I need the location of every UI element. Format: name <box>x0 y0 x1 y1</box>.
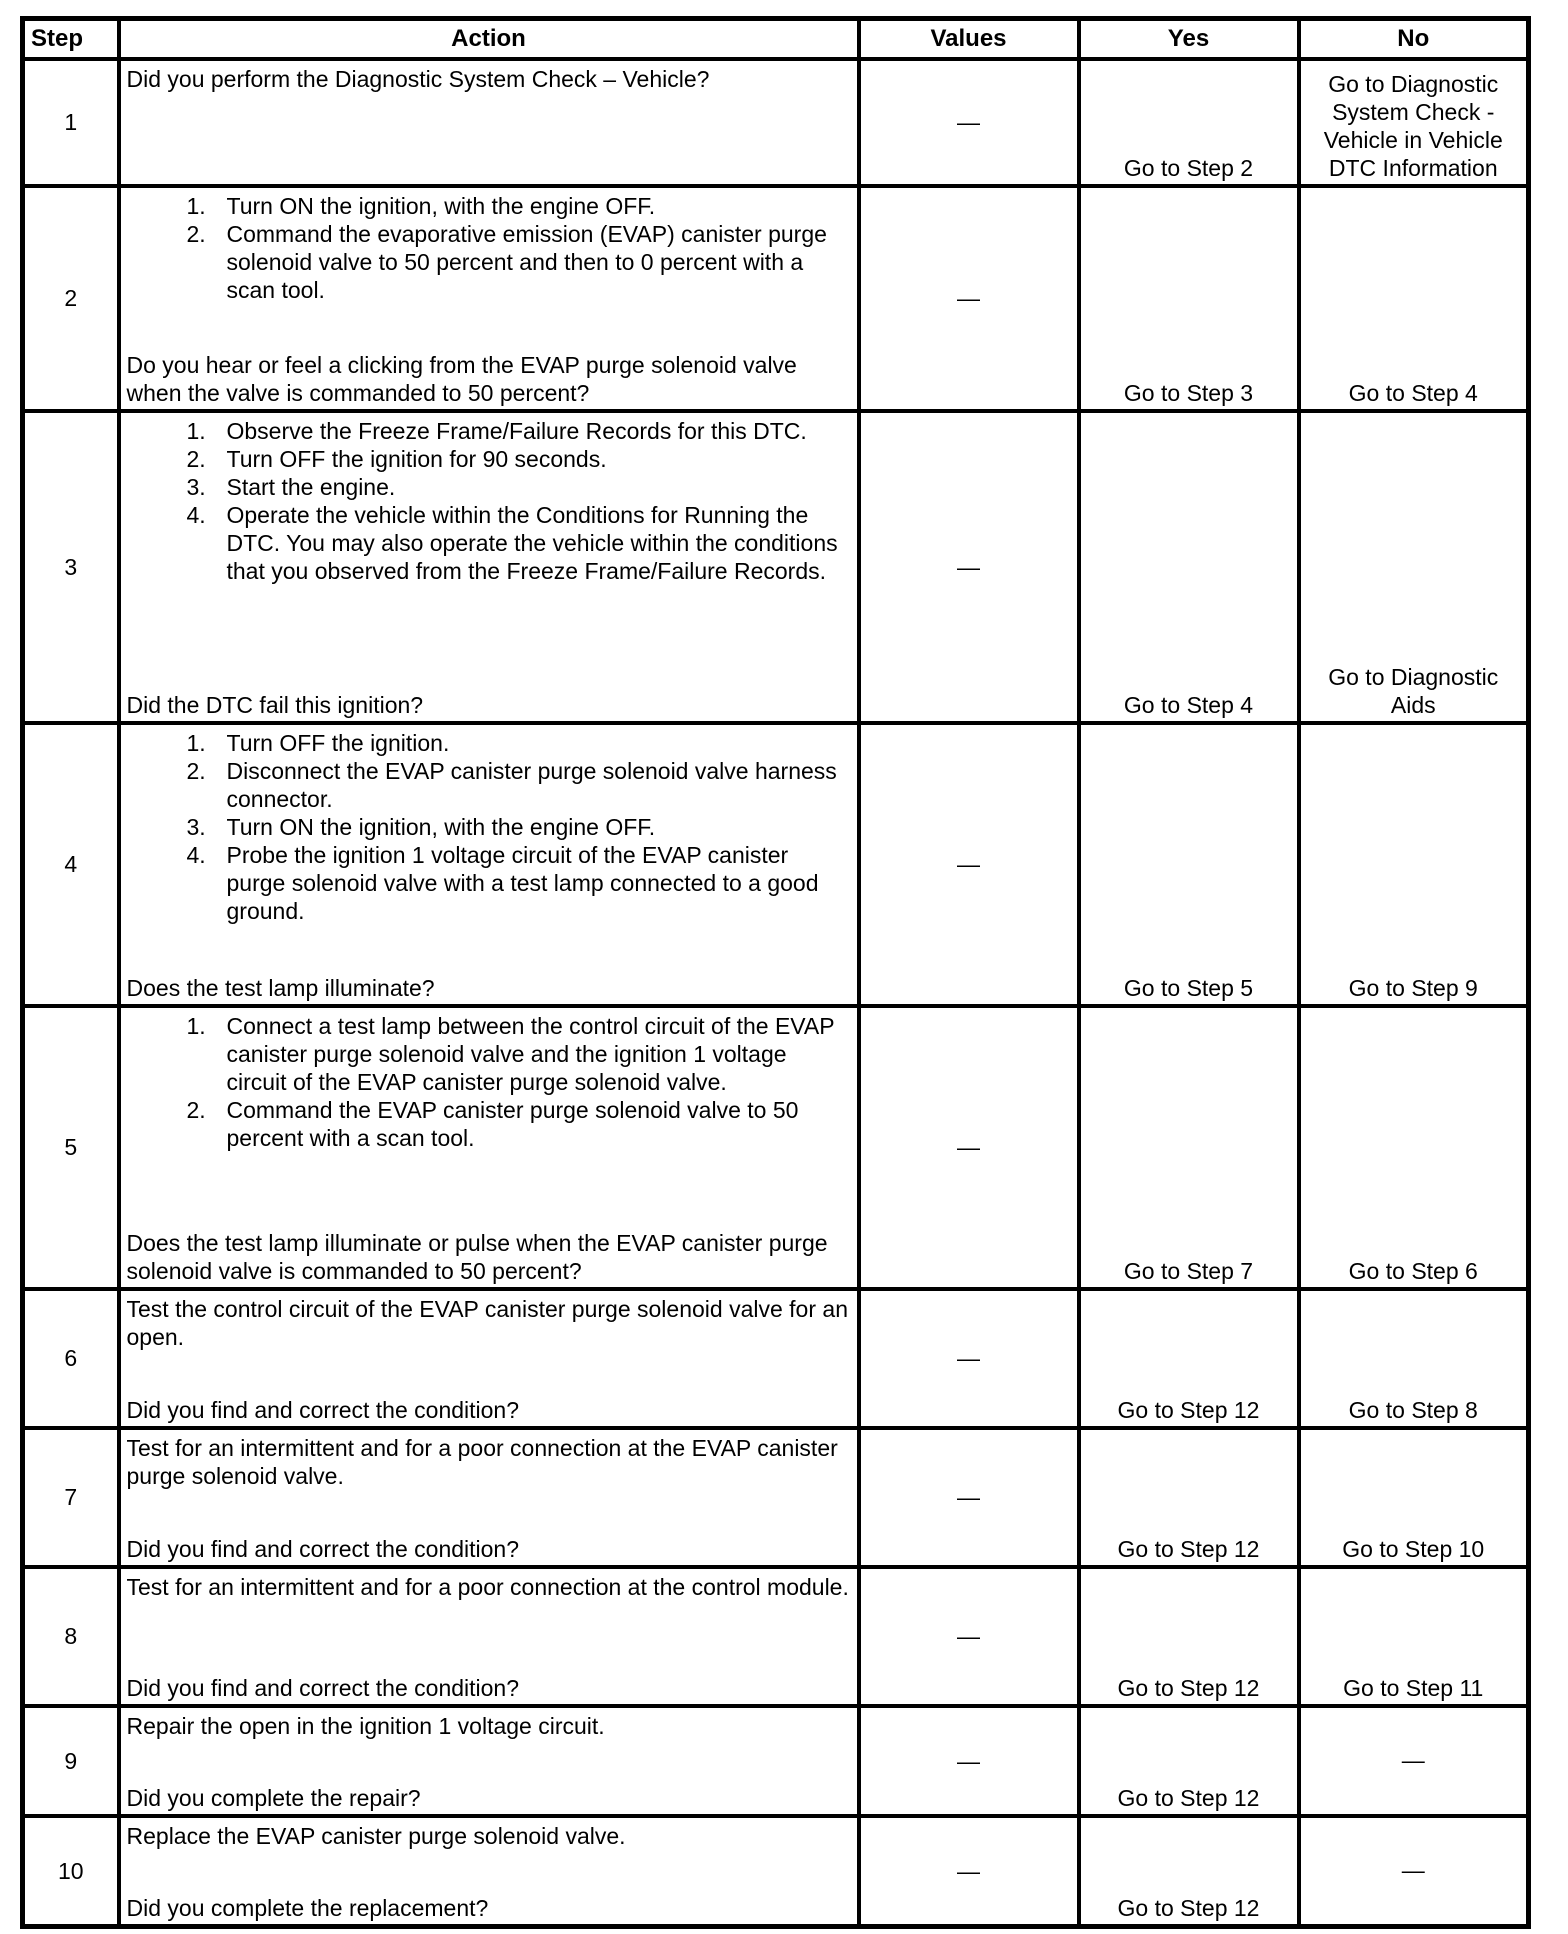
step-number: 4 <box>23 723 119 1006</box>
action-question: Did the DTC fail this ignition? <box>126 691 424 718</box>
action-question: Do you hear or feel a clicking from the EVAP purge solenoid valve when the valve is commanded to 50 percent? <box>126 351 797 406</box>
action-cell <box>119 1428 859 1567</box>
list-item-number: 3. <box>186 473 206 500</box>
action-cell <box>119 723 859 1006</box>
action-question: Did you find and correct the condition? <box>126 1396 520 1423</box>
yes-result: Go to Step 7 <box>1079 1006 1299 1289</box>
table-body <box>23 59 1529 1927</box>
list-item <box>127 220 851 304</box>
no-result: Go to Step 9 <box>1299 723 1529 1006</box>
action-top <box>127 65 851 93</box>
action-question: Does the test lamp illuminate or pulse when the EVAP canister purge solenoid valve is commanded to 50 percent? <box>126 1229 828 1284</box>
list-item <box>127 473 851 501</box>
list-item-text: Turn ON the ignition, with the engine OFF. <box>226 192 656 219</box>
list-item-text: Disconnect the EVAP canister purge solenoid valve harness connector. <box>226 757 837 812</box>
table-row <box>23 59 1529 186</box>
step-number: 8 <box>23 1567 119 1706</box>
values-cell: — <box>859 59 1079 186</box>
list-item <box>127 501 851 585</box>
action-top <box>127 1822 851 1850</box>
yes-result: Go to Step 4 <box>1079 411 1299 723</box>
header-row <box>23 19 1529 59</box>
list-item-number: 1. <box>186 192 206 219</box>
values-cell: — <box>859 186 1079 411</box>
list-item <box>127 729 851 757</box>
action-content <box>127 1295 851 1424</box>
list-item-text: Operate the vehicle within the Conditions for Running the DTC. You may also operate the vehicle within the conditions that you observed from the Freeze Frame/Failure Records. <box>226 501 838 584</box>
table-row <box>23 1567 1529 1706</box>
values-cell: — <box>859 1006 1079 1289</box>
action-steps-list <box>127 417 851 585</box>
values-cell: — <box>859 1706 1079 1816</box>
list-item-text: Connect a test lamp between the control circuit of the EVAP canister purge solenoid valve and the ignition 1 voltage circuit of the EVAP canister purge solenoid valve. <box>226 1012 835 1095</box>
table-row <box>23 1006 1529 1289</box>
step-number: 6 <box>23 1289 119 1428</box>
action-steps-list <box>127 729 851 925</box>
list-item-text: Start the engine. <box>226 473 396 500</box>
step-number: 7 <box>23 1428 119 1567</box>
list-item <box>127 445 851 473</box>
list-item-number: 2. <box>186 220 206 247</box>
action-content <box>127 1573 851 1702</box>
list-item <box>127 813 851 841</box>
values-cell: — <box>859 1289 1079 1428</box>
action-top <box>127 1295 851 1351</box>
table-row <box>23 411 1529 723</box>
yes-result: Go to Step 5 <box>1079 723 1299 1006</box>
action-steps-list <box>127 192 851 304</box>
action-instruction: Test for an intermittent and for a poor connection at the EVAP canister purge solenoid valve. <box>126 1434 838 1489</box>
header-values: Values <box>859 19 1079 59</box>
header-action: Action <box>119 19 859 59</box>
list-item-number: 1. <box>186 729 206 756</box>
action-cell <box>119 1706 859 1816</box>
no-result: Go to Diagnostic Aids <box>1299 411 1529 723</box>
action-content <box>127 1822 851 1922</box>
values-cell: — <box>859 1428 1079 1567</box>
action-top <box>127 1712 851 1740</box>
list-item-text: Command the evaporative emission (EVAP) canister purge solenoid valve to 50 percent and then to 0 percent with a scan tool. <box>226 220 827 303</box>
table-row <box>23 1816 1529 1927</box>
values-cell: — <box>859 411 1079 723</box>
action-top <box>127 192 851 304</box>
action-question: Did you complete the repair? <box>126 1784 421 1811</box>
list-item <box>127 1096 851 1152</box>
list-item-text: Turn ON the ignition, with the engine OFF. <box>226 813 656 840</box>
action-instruction: Repair the open in the ignition 1 voltage circuit. <box>126 1712 605 1739</box>
yes-result: Go to Step 12 <box>1079 1567 1299 1706</box>
no-result: Go to Diagnostic System Check - Vehicle in Vehicle DTC Information <box>1299 59 1529 186</box>
no-result: Go to Step 10 <box>1299 1428 1529 1567</box>
header-step: Step <box>23 19 119 59</box>
list-item-number: 1. <box>186 1012 206 1039</box>
list-item-text: Turn OFF the ignition for 90 seconds. <box>226 445 607 472</box>
no-result: Go to Step 4 <box>1299 186 1529 411</box>
action-instruction: Replace the EVAP canister purge solenoid valve. <box>126 1822 626 1849</box>
list-item <box>127 417 851 445</box>
action-instruction: Test the control circuit of the EVAP canister purge solenoid valve for an open. <box>126 1295 848 1350</box>
action-cell <box>119 186 859 411</box>
step-number: 3 <box>23 411 119 723</box>
table-row <box>23 1289 1529 1428</box>
yes-result: Go to Step 12 <box>1079 1816 1299 1927</box>
step-number: 1 <box>23 59 119 186</box>
list-item <box>127 192 851 220</box>
table-row <box>23 186 1529 411</box>
no-result: Go to Step 8 <box>1299 1289 1529 1428</box>
step-number: 5 <box>23 1006 119 1289</box>
step-number: 2 <box>23 186 119 411</box>
action-cell <box>119 1816 859 1927</box>
action-instruction: Test for an intermittent and for a poor connection at the control module. <box>126 1573 849 1600</box>
no-result: — <box>1299 1816 1529 1927</box>
list-item-number: 3. <box>186 813 206 840</box>
action-cell <box>119 411 859 723</box>
header-yes: Yes <box>1079 19 1299 59</box>
action-top <box>127 729 851 925</box>
list-item-number: 4. <box>186 841 206 868</box>
no-result: Go to Step 11 <box>1299 1567 1529 1706</box>
list-item-text: Command the EVAP canister purge solenoid valve to 50 percent with a scan tool. <box>226 1096 799 1151</box>
action-cell <box>119 1289 859 1428</box>
yes-result: Go to Step 12 <box>1079 1706 1299 1816</box>
no-result: Go to Step 6 <box>1299 1006 1529 1289</box>
list-item-number: 2. <box>186 757 206 784</box>
list-item-text: Turn OFF the ignition. <box>226 729 450 756</box>
action-steps-list <box>127 1012 851 1152</box>
action-top <box>127 417 851 585</box>
action-top <box>127 1012 851 1152</box>
action-cell <box>119 1567 859 1706</box>
action-content <box>127 65 851 182</box>
values-cell: — <box>859 723 1079 1006</box>
action-cell <box>119 1006 859 1289</box>
table-row <box>23 1428 1529 1567</box>
action-question: Does the test lamp illuminate? <box>126 974 435 1001</box>
list-item-text: Observe the Freeze Frame/Failure Records for this DTC. <box>226 417 807 444</box>
list-item <box>127 757 851 813</box>
action-content <box>127 1434 851 1563</box>
table-row <box>23 723 1529 1006</box>
action-question: Did you find and correct the condition? <box>126 1674 520 1701</box>
list-item-number: 2. <box>186 445 206 472</box>
step-number: 9 <box>23 1706 119 1816</box>
list-item-text: Probe the ignition 1 voltage circuit of the EVAP canister purge solenoid valve with a test lamp connected to a good ground. <box>226 841 819 924</box>
action-cell <box>119 59 859 186</box>
list-item <box>127 1012 851 1096</box>
action-top <box>127 1434 851 1490</box>
list-item-number: 1. <box>186 417 206 444</box>
step-number: 10 <box>23 1816 119 1927</box>
action-top <box>127 1573 851 1601</box>
list-item-number: 2. <box>186 1096 206 1123</box>
yes-result: Go to Step 12 <box>1079 1428 1299 1567</box>
action-question: Did you find and correct the condition? <box>126 1535 520 1562</box>
values-cell: — <box>859 1567 1079 1706</box>
header-no: No <box>1299 19 1529 59</box>
action-content <box>127 1012 851 1285</box>
action-content <box>127 192 851 407</box>
no-result: — <box>1299 1706 1529 1816</box>
values-cell: — <box>859 1816 1079 1927</box>
yes-result: Go to Step 3 <box>1079 186 1299 411</box>
yes-result: Go to Step 12 <box>1079 1289 1299 1428</box>
list-item <box>127 841 851 925</box>
action-question: Did you complete the replacement? <box>126 1894 489 1921</box>
list-item-number: 4. <box>186 501 206 528</box>
action-content <box>127 1712 851 1812</box>
action-content <box>127 417 851 719</box>
action-content <box>127 729 851 1002</box>
action-instruction: Did you perform the Diagnostic System Check – Vehicle? <box>126 65 710 92</box>
table-row <box>23 1706 1529 1816</box>
yes-result: Go to Step 2 <box>1079 59 1299 186</box>
diagnostic-table <box>20 16 1531 1929</box>
